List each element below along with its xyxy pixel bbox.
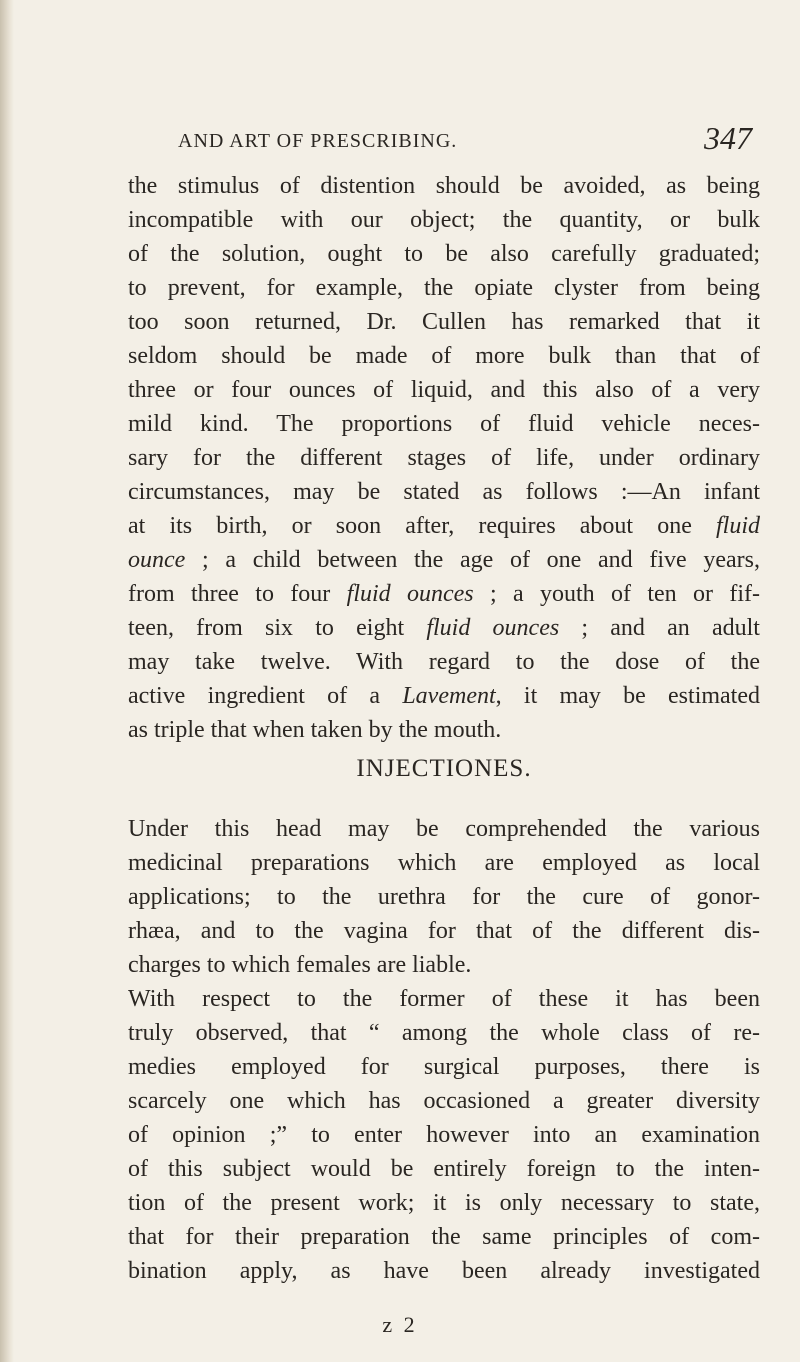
text-line xyxy=(128,441,760,475)
text-line xyxy=(128,880,760,914)
text-run: the stimulus of distention should be avoided, as being xyxy=(128,173,760,199)
text-run: too soon returned, Dr. Cullen has remarked that it xyxy=(128,309,760,335)
text-run: circumstances, may be stated as follows :—An infant xyxy=(128,479,760,505)
text-run: medicinal preparations which are employed as local xyxy=(128,850,760,876)
text-line xyxy=(128,948,760,982)
text-run: at its birth, or soon after, requires about one xyxy=(128,513,716,539)
italic-term: ounce xyxy=(128,547,186,573)
paragraph-distention xyxy=(128,169,760,747)
text-line xyxy=(128,1186,760,1220)
text-run: to prevent, for example, the opiate clyster from being xyxy=(128,275,760,301)
italic-term: fluid ounces xyxy=(346,581,474,607)
text-line xyxy=(128,1152,760,1186)
text-run: applications; to the urethra for the cure of gonor- xyxy=(128,884,760,910)
text-line xyxy=(128,611,760,645)
text-run: that for their preparation the same principles of com- xyxy=(128,1224,760,1250)
text-run: rhæa, and to the vagina for that of the different dis- xyxy=(128,918,760,944)
text-line xyxy=(128,982,760,1016)
signature-mark: z 2 xyxy=(382,1312,418,1337)
text-run: sary for the different stages of life, under ordinary xyxy=(128,445,760,471)
text-line xyxy=(128,1016,760,1050)
text-run: may take twelve. With regard to the dose of the xyxy=(128,649,760,675)
text-line xyxy=(128,305,760,339)
text-line xyxy=(128,169,760,203)
text-run: scarcely one which has occasioned a greater diversity xyxy=(128,1088,760,1114)
paragraph-gonorrhaea-remedies xyxy=(128,982,760,1288)
text-run: seldom should be made of more bulk than that of xyxy=(128,343,760,369)
text-line xyxy=(128,1118,760,1152)
text-line xyxy=(128,271,760,305)
text-run: bination apply, as have been already investigated xyxy=(128,1258,760,1284)
text-line xyxy=(128,203,760,237)
text-run: from three to four xyxy=(128,581,347,607)
text-run: of the solution, ought to be also carefully graduated; xyxy=(128,241,760,267)
text-line xyxy=(128,679,760,713)
page-gutter-shadow xyxy=(0,0,14,1362)
text-run: medies employed for surgical purposes, there is xyxy=(128,1054,760,1080)
text-line xyxy=(128,543,760,577)
text-run: mild kind. The proportions of fluid vehicle neces- xyxy=(128,411,760,437)
text-run: , it may be estimated xyxy=(495,683,760,709)
text-line xyxy=(128,373,760,407)
text-run: active ingredient of a xyxy=(128,683,403,709)
text-run: three or four ounces of liquid, and this also of a very xyxy=(128,377,760,403)
section-heading: INJECTIONES. xyxy=(356,755,532,782)
text-run: ; a youth of ten or fif- xyxy=(473,581,760,607)
text-line xyxy=(128,713,760,747)
page-header xyxy=(120,120,752,160)
italic-term: Lavement xyxy=(402,683,496,709)
running-head: AND ART OF PRESCRIBING. xyxy=(178,130,458,152)
text-line xyxy=(128,812,760,846)
page-number: 347 xyxy=(704,120,752,156)
text-run: teen, from six to eight xyxy=(128,615,427,641)
text-run: With respect to the former of these it has been xyxy=(128,986,760,1012)
text-run: Under this head may be comprehended the various xyxy=(128,816,760,842)
text-line xyxy=(128,577,760,611)
text-line xyxy=(128,846,760,880)
text-run: ; a child between the age of one and five years, xyxy=(185,547,760,573)
paragraph-injectiones-intro xyxy=(128,812,760,982)
text-run: of this subject would be entirely foreign to the inten- xyxy=(128,1156,760,1182)
text-run: truly observed, that “ among the whole class of re- xyxy=(128,1020,760,1046)
text-line xyxy=(128,645,760,679)
text-line xyxy=(128,237,760,271)
text-run: charges to which females are liable. xyxy=(128,952,472,978)
text-line xyxy=(128,475,760,509)
text-run: of opinion ;” to enter however into an examination xyxy=(128,1122,760,1148)
text-run: tion of the present work; it is only necessary to state, xyxy=(128,1190,760,1216)
text-line xyxy=(128,1254,760,1288)
text-run: incompatible with our object; the quantity, or bulk xyxy=(128,207,760,233)
text-line xyxy=(128,339,760,373)
text-run: ; and an adult xyxy=(559,615,760,641)
text-line xyxy=(128,509,760,543)
text-line xyxy=(128,1084,760,1118)
text-line xyxy=(128,1050,760,1084)
text-line xyxy=(128,1220,760,1254)
italic-term: fluid ounces xyxy=(426,615,560,641)
text-run: as triple that when taken by the mouth. xyxy=(128,717,502,743)
italic-term: fluid xyxy=(715,513,760,539)
text-line xyxy=(128,407,760,441)
text-line xyxy=(128,914,760,948)
